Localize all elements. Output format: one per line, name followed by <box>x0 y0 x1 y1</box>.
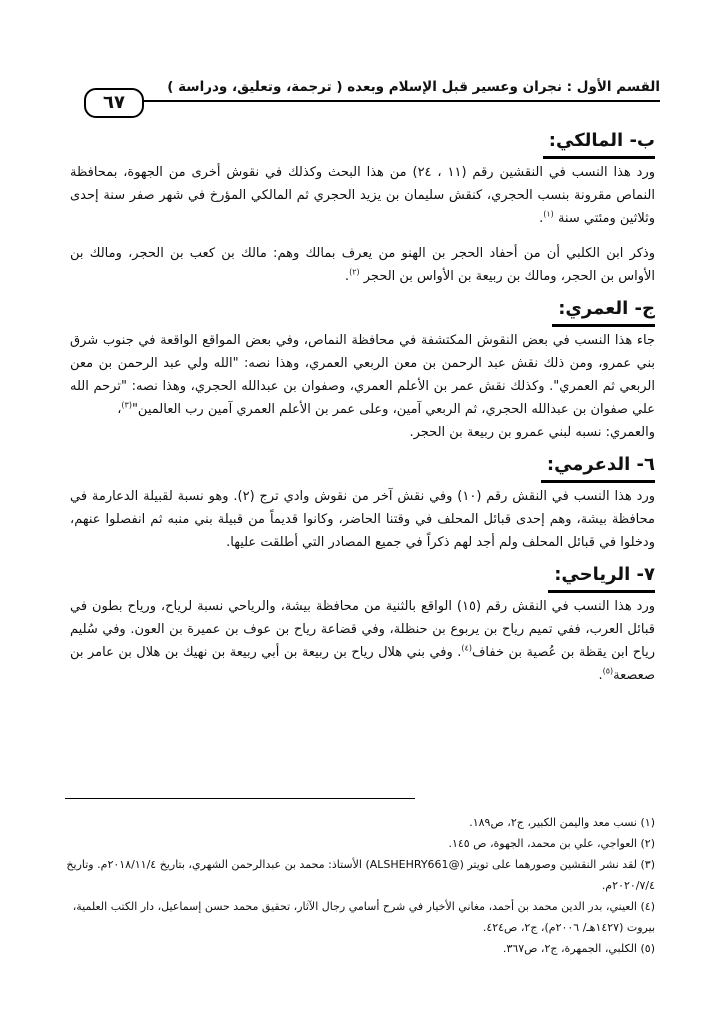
footnote-ref[interactable]: (٤) <box>461 643 472 653</box>
paragraph: وذكر ابن الكلبي أن من أحفاد الحجر بن الهنو من يعرف بمالك وهم: مالك بن كعب بن الحجر، ومالك بن الأواس بن الحجر، ومالك بن ربيعة بن الأواس بن الحجر $^{(٢)}$. <box>70 246 655 284</box>
footnote-separator <box>65 798 415 799</box>
paragraph: والعمري: نسبه لبني عمرو بن ربيعة بن الحجر. <box>409 425 655 440</box>
footnote-ref[interactable]: (٣) <box>121 400 132 410</box>
footnote: (١) نسب معد واليمن الكبير، ج٢، ص١٨٩. <box>469 816 655 829</box>
footnotes <box>65 812 655 959</box>
section-heading-riyahi: ٧- الرياحي: <box>548 560 655 593</box>
main-text <box>70 120 655 687</box>
paragraph: جاء هذا النسب في بعض النقوش المكتشفة في محافظة النماص، وفي بعض المواقع الواقعة في جنوب شرق بني عمرو، ومن ذلك نقش عبد الرحمن بن معن الربعي العمري، وهذا نصه: "الله ولي عبد الرحمن بن معن الربعي ثم العمري". وكذلك نقش عمر بن الأعلم العمري، وصفوان بن عبدالله الحجري، وهذا نصه: "ترحم الله علي صفوان بن عبدالله الحجري، ثم الربعي آمين، وعلى عمر بن الأعلم العمري آمين رب العالمين"$^{(٣)}$، <box>70 333 655 417</box>
footnote-ref[interactable]: (١) <box>543 209 554 219</box>
paragraph: ورد هذا النسب في النقشين رقم (١١ ، ٢٤) من هذا البحث وكذلك في نقوش أخرى من الجهوة، بمحافظة النماص مقرونة بنسب الحجري، كنقش سليمان بن يزيد الحجري ثم المالكي المؤرخ في شهر صفر سنة إحدى وثلاثين ومئتي سنة $^{(١)}$. <box>70 165 656 226</box>
section-heading-umari: ج- العمري: <box>552 294 655 327</box>
footnote: (٣) لقد نشر النقشين وصورهما على تويتر (@ALSHEHRY661) الأستاذ: محمد بن عبدالرحمن الشهري، بتاريخ ٢٠١٨/١١/٤م. وتاريخ ٢٠٢٠/٧/٤م. <box>66 858 655 892</box>
paragraph: ورد هذا النسب في النقش رقم (١٠) وفي نقش آخر من نقوش وادي ترج (٢). وهو نسبة لقبيلة الدعارمة في محافظة بيشة، وهم إحدى قبائل المحلف في وقتنا الحاضر، وكانوا قديماً من قبيلة بني منبه ثم انفصلوا عنهم، ودخلوا في قبائل المحلف ولم أجد لهم ذكراً في جميع المصادر التي أطلقت عليها. <box>70 489 656 550</box>
section-heading-daarami: ٦- الدعرمي: <box>541 450 655 483</box>
running-header: القسم الأول : نجران وعسير قبل الإسلام وبعده ( ترجمة، وتعليق، ودراسة ) <box>167 79 660 95</box>
footnote-ref[interactable]: (٥) <box>602 666 614 676</box>
page-number: ٦٧ <box>84 88 144 118</box>
section-heading-maliki: ب- المالكي: <box>543 126 655 159</box>
footnote-ref[interactable]: (٢) <box>349 267 360 277</box>
footnote: (٥) الكلبي، الجمهرة، ج٢، ص٣٦٧. <box>502 942 655 955</box>
footnote: (٢) العواجي، علي بن محمد، الجهوة، ص ١٤٥. <box>448 837 655 850</box>
header-rule <box>140 100 660 102</box>
footnote: (٤) العيني، بدر الدين محمد بن أحمد، مغاني الأخيار في شرح أسامي رجال الآثار، تحقيق محمد حسن إسماعيل، دار الكتب العلمية، بيروت (١٤٢٧هـ/ ٢٠٠٦م)، ج٢، ص٤٢٤. <box>72 900 655 934</box>
paragraph: ورد هذا النسب في النقش رقم (١٥) الواقع بالثنية من محافظة بيشة، والرياحي نسبة لرياح، ورياح بطون في قبائل العرب، ففي تميم رياح بن يربوع بن حنظلة، وفي قضاعة رياح بن عوف بن عميرة بن العون. وفي سُليم رياح ابن يقظة بن عُصية بن خفاف$^{(٤)}$. وفي بني هلال رياح بن ربيعة بن أبي ربيعة بن نهيك بن هلال بن عامر بن صعصعة$^{(٥)}$. <box>70 599 656 683</box>
